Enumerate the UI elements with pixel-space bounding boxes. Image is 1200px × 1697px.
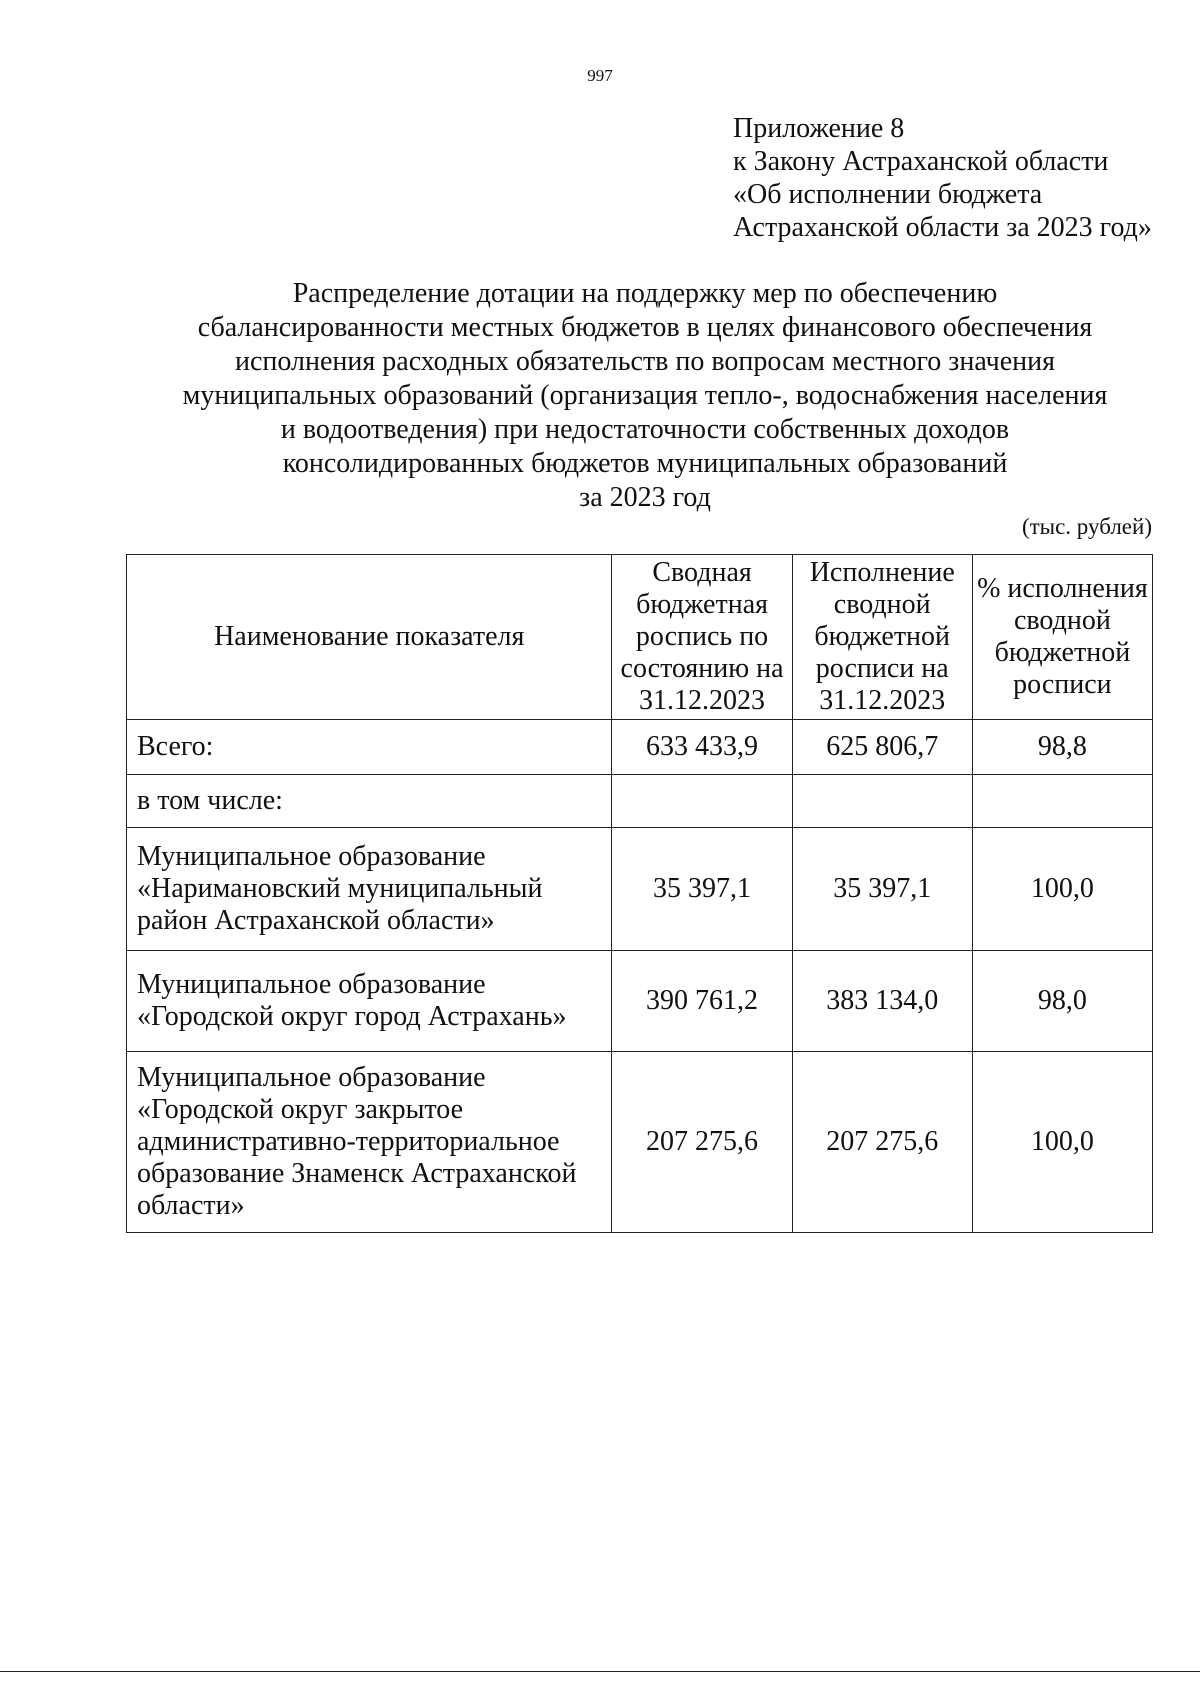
header-indicator-name: Наименование показателя: [127, 555, 612, 720]
title-line: консолидированных бюджетов муниципальных образований: [282, 448, 1008, 479]
row-percent: 100,0: [972, 828, 1152, 951]
empty-cell: [972, 775, 1152, 828]
row-fact: 207 275,6: [792, 1052, 972, 1233]
row-fact: 35 397,1: [792, 828, 972, 951]
table-row-subheader: [127, 775, 1153, 828]
header-execution-percent: % исполнения сводной бюджетной росписи: [972, 555, 1152, 720]
appendix-line: к Закону Астраханской области: [733, 146, 1109, 177]
row-plan: 35 397,1: [612, 828, 792, 951]
row-name: в том числе:: [127, 775, 612, 828]
table-header-row: [127, 555, 1153, 720]
row-name: Всего:: [127, 720, 612, 775]
row-plan: 633 433,9: [612, 720, 792, 775]
title-line: сбалансированности местных бюджетов в целях финансового обеспечения: [197, 312, 1093, 343]
appendix-reference: [733, 112, 1152, 244]
title-line: Распределение дотации на поддержку мер по обеспечению: [292, 278, 998, 309]
budget-table: [126, 554, 1153, 1233]
row-percent: 100,0: [972, 1052, 1152, 1233]
table-row: [127, 951, 1153, 1052]
appendix-line: «Об исполнении бюджета: [733, 179, 1043, 210]
row-name: Муниципальное образование «Городской округ закрытое административно-территориальное образование Знаменск Астраханской области»: [127, 1052, 612, 1233]
title-line: исполнения расходных обязательств по вопросам местного значения: [235, 346, 1055, 377]
row-percent: 98,8: [972, 720, 1152, 775]
row-fact: 383 134,0: [792, 951, 972, 1052]
document-title: [100, 277, 1190, 515]
row-percent: 98,0: [972, 951, 1152, 1052]
row-fact: 625 806,7: [792, 720, 972, 775]
unit-label: (тыс. рублей): [1021, 514, 1152, 539]
table-row: [127, 828, 1153, 951]
table-row: [127, 1052, 1153, 1233]
appendix-line: Приложение 8: [733, 113, 905, 144]
empty-cell: [612, 775, 792, 828]
empty-cell: [792, 775, 972, 828]
title-line: и водоотведения) при недостаточности собственных доходов: [280, 414, 1010, 445]
row-plan: 390 761,2: [612, 951, 792, 1052]
row-name: Муниципальное образование «Городской округ город Астрахань»: [127, 951, 612, 1052]
title-line: за 2023 год: [579, 482, 711, 513]
page-number: 997: [587, 66, 613, 85]
page-bottom-rule: [0, 1671, 1200, 1672]
title-line: муниципальных образований (организация тепло-, водоснабжения населения: [182, 380, 1108, 411]
appendix-line: Астраханской области за 2023 год»: [733, 212, 1152, 243]
table-row-total: [127, 720, 1153, 775]
header-budget-plan: Сводная бюджетная роспись по состоянию на 31.12.2023: [612, 555, 792, 720]
row-name: Муниципальное образование «Наримановский муниципальный район Астраханской области»: [127, 828, 612, 951]
row-plan: 207 275,6: [612, 1052, 792, 1233]
header-execution: Исполнение сводной бюджетной росписи на 31.12.2023: [792, 555, 972, 720]
